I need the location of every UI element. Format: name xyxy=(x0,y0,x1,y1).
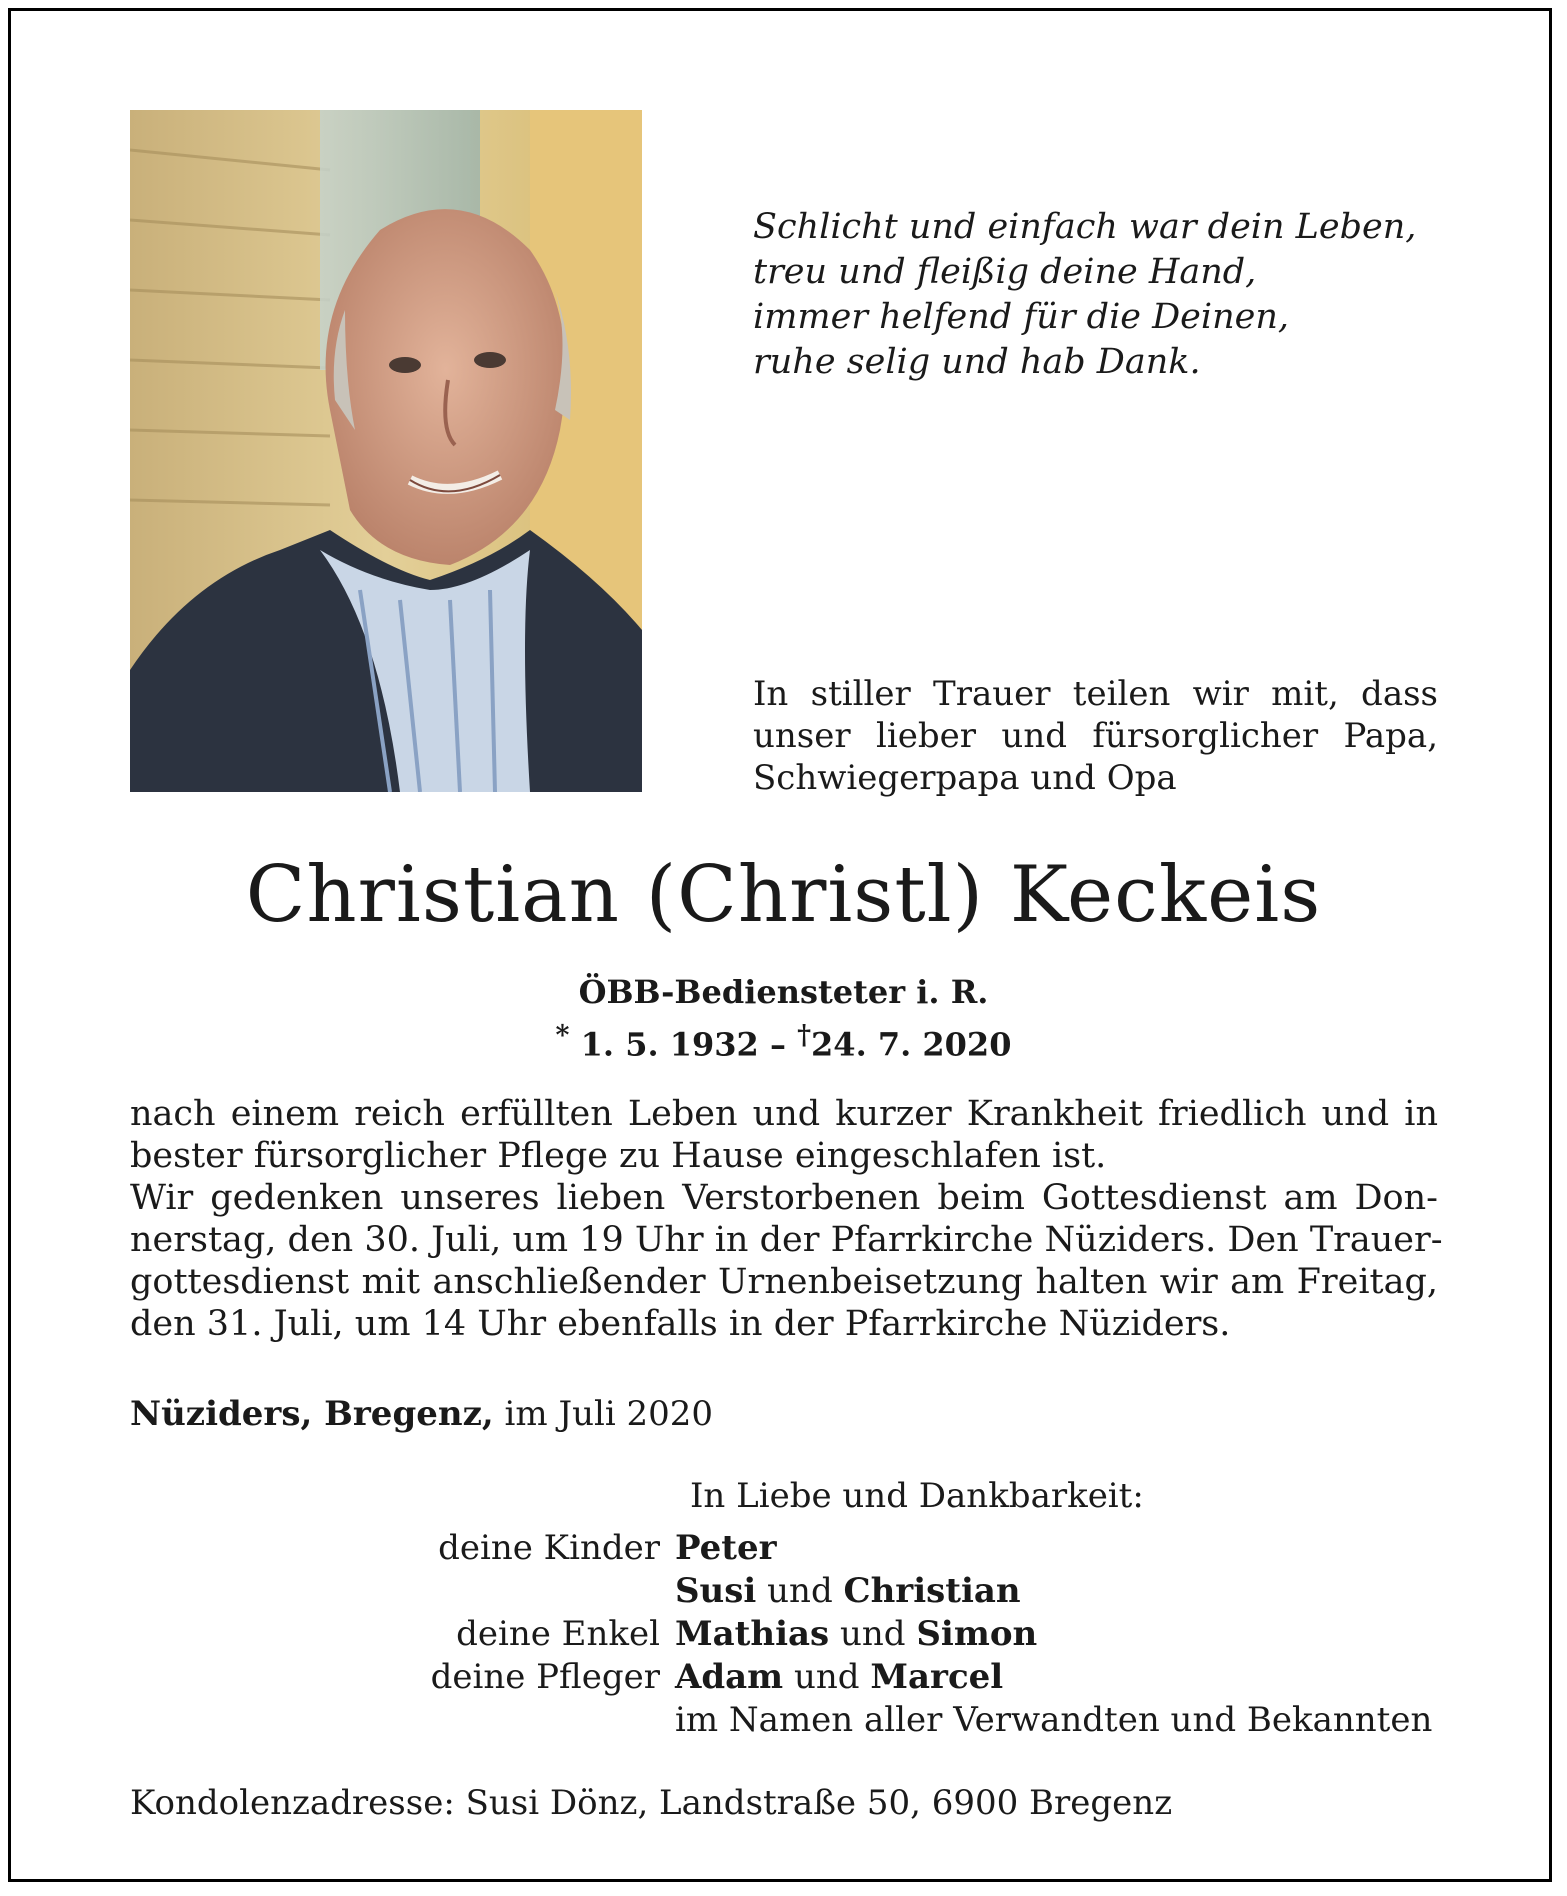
thanks-line: In Liebe und Dankbarkeit: xyxy=(690,1476,1144,1516)
announcement-body xyxy=(130,1093,1443,1345)
place-date-line xyxy=(130,1393,713,1435)
body-line: den 31. Juli, um 14 Uhr ebenfalls in der Pfarrkirche Nüziders. xyxy=(130,1304,1231,1344)
date-separator: – xyxy=(758,1025,798,1064)
family-row xyxy=(130,1613,1440,1656)
intro-line: unser lieber und fürsorglicher Papa, xyxy=(753,716,1438,756)
conjunction: und xyxy=(840,1614,906,1654)
family-row xyxy=(130,1699,1440,1742)
death-symbol: † xyxy=(797,1020,812,1051)
death-date: 24. 7. 2020 xyxy=(811,1025,1012,1064)
occupation-title: ÖBB-Bediensteter i. R. xyxy=(578,973,989,1011)
family-row xyxy=(130,1570,1440,1613)
closing-line: im Namen aller Verwandten und Bekannten xyxy=(675,1700,1433,1740)
birth-date: 1. 5. 1932 xyxy=(580,1025,759,1064)
family-member: Christian xyxy=(843,1571,1021,1611)
condolence-address: Kondolenzadresse: Susi Dönz, Landstraße 50, 6900 Bregenz xyxy=(130,1783,1173,1823)
conjunction: und xyxy=(793,1657,860,1697)
portrait-illustration xyxy=(130,110,642,792)
body-line: gottesdienst mit anschließender Urnenbeisetzung halten wir am Freitag, xyxy=(130,1262,1438,1302)
birth-symbol: * xyxy=(555,1020,570,1051)
intro-line: In stiller Trauer teilen wir mit, dass xyxy=(753,674,1438,714)
memorial-poem xyxy=(753,205,1453,385)
poem-line: immer helfend für die Deinen, xyxy=(753,297,1290,337)
body-line: nach einem reich erfüllten Leben und kurzer Krankheit friedlich und in xyxy=(130,1094,1438,1134)
relation-label: deine Kinder xyxy=(438,1528,660,1568)
body-line: nerstag, den 30. Juli, um 19 Uhr in der Pfarrkirche Nüziders. Den Trauer- xyxy=(130,1220,1443,1260)
body-line: bester fürsorglicher Pflege zu Hause eingeschlafen ist. xyxy=(130,1136,1107,1176)
life-dates xyxy=(0,1014,1567,1067)
family-signatures xyxy=(130,1527,1440,1742)
conjunction: und xyxy=(767,1571,833,1611)
family-names xyxy=(675,1570,1021,1613)
family-names xyxy=(675,1656,1003,1699)
family-row xyxy=(130,1656,1440,1699)
body-line: Wir gedenken unseres lieben Verstorbenen beim Gottesdienst am Don- xyxy=(130,1178,1438,1218)
deceased-name: Christian (Christl) Keckeis xyxy=(245,850,1322,940)
relation-label: deine Enkel xyxy=(456,1614,660,1654)
family-member: Marcel xyxy=(870,1657,1004,1697)
family-member: Adam xyxy=(675,1657,784,1697)
family-member: Susi xyxy=(675,1571,757,1611)
portrait-photo xyxy=(130,110,642,792)
announcement-intro xyxy=(753,673,1438,799)
relation-label xyxy=(130,1699,675,1742)
family-member: Peter xyxy=(675,1528,777,1568)
poem-line: ruhe selig und hab Dank. xyxy=(753,342,1201,382)
family-member: Simon xyxy=(916,1614,1038,1654)
family-names xyxy=(675,1527,777,1570)
family-row xyxy=(130,1527,1440,1570)
poem-line: treu und fleißig deine Hand, xyxy=(753,252,1257,292)
poem-line: Schlicht und einfach war dein Leben, xyxy=(753,207,1417,247)
relation-label: deine Pfleger xyxy=(430,1657,660,1697)
intro-line: Schwiegerpapa und Opa xyxy=(753,758,1177,798)
relation-label xyxy=(130,1570,675,1613)
place-date: im Juli 2020 xyxy=(493,1394,714,1434)
family-names xyxy=(675,1613,1037,1656)
place-names: Nüziders, Bregenz, xyxy=(130,1394,494,1434)
family-member: Mathias xyxy=(675,1614,830,1654)
